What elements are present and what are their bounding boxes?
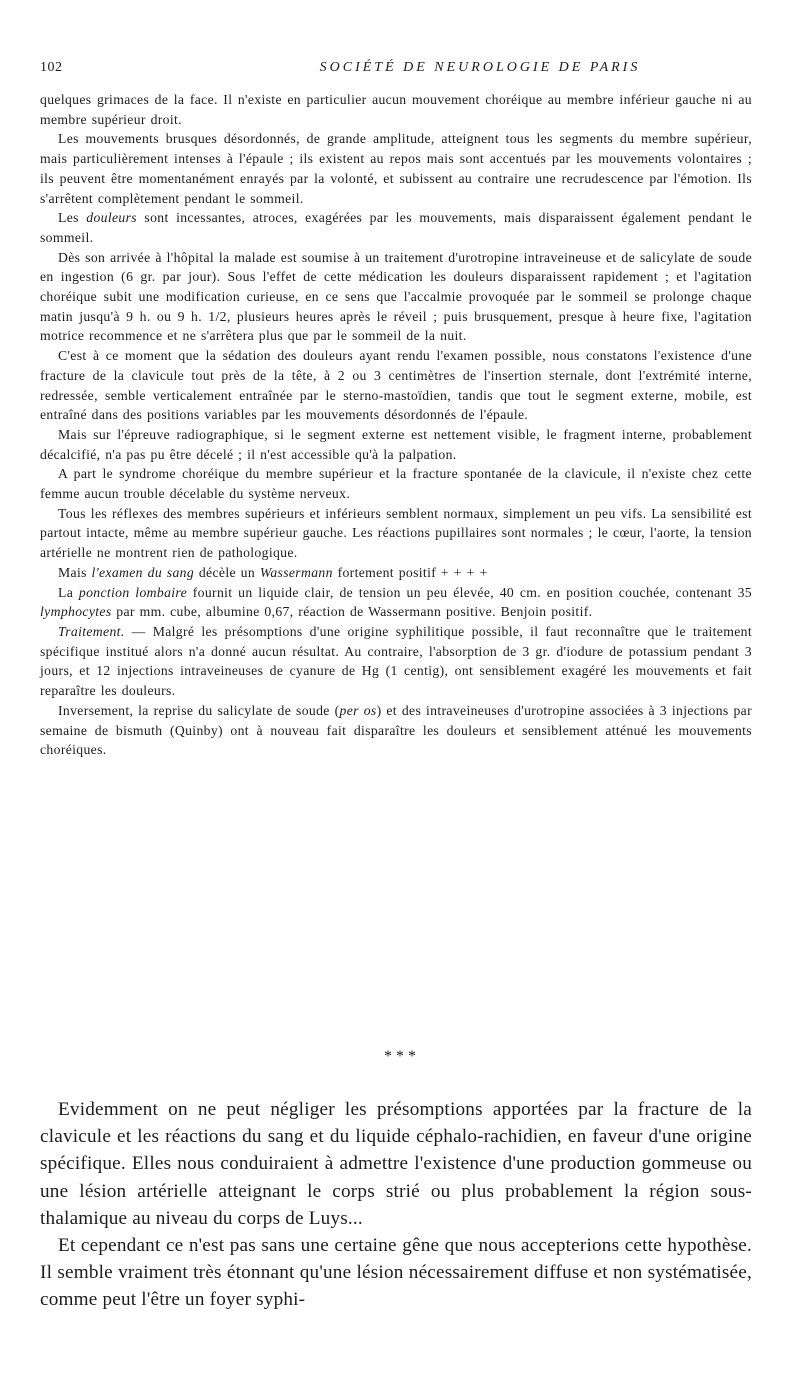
paragraph: Traitement. — Malgré les présomptions d'une origine syphilitique possible, il faut reconnaître que le traitement spécifique institué alors n'a donné aucun résultat. Au contraire, l'absorption de 3 gr. d'iodure de potassium pendant 3 jours, et 12 injections intraveineuses de cyanure de Hg (1 centig), ont sensiblement exagéré les mouvements et fait reparaître les douleurs.	[40, 623, 752, 699]
case-report-text	[40, 90, 752, 760]
paragraph: A part le syndrome choréique du membre supérieur et la fracture spontanée de la clavicule, il n'existe chez cette femme aucun trouble décelable du système nerveux.	[40, 466, 752, 502]
section-separator: * * *	[384, 1048, 416, 1065]
paragraph: Mais sur l'épreuve radiographique, si le segment externe est nettement visible, le fragment interne, probablement décalcifié, n'a pas pu être décelé ; il n'est accessible qu'à la palpation.	[40, 426, 752, 462]
paragraph: La ponction lombaire fournit un liquide clair, de tension un peu élevée, 40 cm. en position couchée, contenant 35 lymphocytes par mm. cube, albumine 0,67, réaction de Wassermann positive. Benjoin positif.	[40, 584, 752, 620]
paragraph: Les mouvements brusques désordonnés, de grande amplitude, atteignent tous les segments du membre supérieur, mais particulièrement intenses à l'épaule ; ils existent au repos mais sont accentués par les mouvements volontaires ; ils peuvent être momentanément enrayés par la volonté, et subissent au contraire une recrudescence par l'émotion. Ils s'arrêtent complètement pendant le sommeil.	[40, 131, 752, 206]
page-header	[40, 60, 750, 80]
paragraph: Et cependant ce n'est pas sans une certaine gêne que nous accepterions cette hypothèse. Il semble vraiment très étonnant qu'une lésion nécessairement diffuse et non systématisée, comme peut l'être un foyer syphi-	[40, 1235, 752, 1311]
paragraph: Tous les réflexes des membres supérieurs et inférieurs semblent normaux, simplement un peu vifs. La sensibilité est partout intacte, même au membre supérieur gauche. Les réactions pupillaires sont normales ; le cœur, l'aorte, la tension artérielle ne montrent rien de pathologique.	[40, 505, 752, 561]
discussion-text	[40, 1096, 752, 1314]
paragraph: Evidemment on ne peut négliger les présomptions apportées par la fracture de la clavicule et les réactions du sang et du liquide céphalo-rachidien, en faveur d'une origine spécifique. Elles nous conduiraient à admettre l'existence d'une production gommeuse ou une lésion artérielle atteignant le corps strié ou plus probablement la région sous-thalamique au niveau du corps de Luys...	[40, 1099, 752, 1229]
paragraph: Inversement, la reprise du salicylate de soude (per os) et des intraveineuses d'urotropine associées à 3 injections par semaine de bismuth (Quinby) ont à nouveau fait disparaître les douleurs et sensiblement atténué les mouvements choréiques.	[40, 702, 752, 758]
running-title: SOCIÉTÉ DE NEUROLOGIE DE PARIS	[319, 60, 641, 75]
paragraph: quelques grimaces de la face. Il n'existe en particulier aucun mouvement choréique au membre inférieur gauche ni au membre supérieur droit.	[40, 92, 752, 127]
paragraph: Dès son arrivée à l'hôpital la malade est soumise à un traitement d'urotropine intraveineuse et de salicylate de soude en ingestion (6 gr. par jour). Sous l'effet de cette médication les douleurs disparaissent rapidement ; et l'agitation choréique subit une modification curieuse, en ce sens que l'accalmie provoquée par le sommeil se prolonge chaque matin jusqu'à 9 h. ou 9 h. 1/2, plusieurs heures après le réveil ; puis brusquement, presque à heure fixe, l'agitation motrice recommence et ne s'arrêtera plus que par le sommeil de la nuit.	[40, 249, 752, 344]
paragraph: C'est à ce moment que la sédation des douleurs ayant rendu l'examen possible, nous constatons l'existence d'une fracture de la clavicule tout près de la tête, à 2 ou 3 centimètres de l'insertion sternale, dont l'extrémité interne, redressée, semble verticalement entraînée par le sterno-mastoïdien, tandis que tout le segment externe, mobile, est entraîné dans des positions variables par les mouvements désordonnés de l'épaule.	[40, 348, 752, 423]
paragraph: Les douleurs sont incessantes, atroces, exagérées par les mouvements, mais disparaissent également pendant le sommeil.	[40, 210, 752, 245]
paragraph: Mais l'examen du sang décèle un Wassermann fortement positif + + + +	[58, 564, 488, 580]
page-number: 102	[40, 60, 63, 75]
